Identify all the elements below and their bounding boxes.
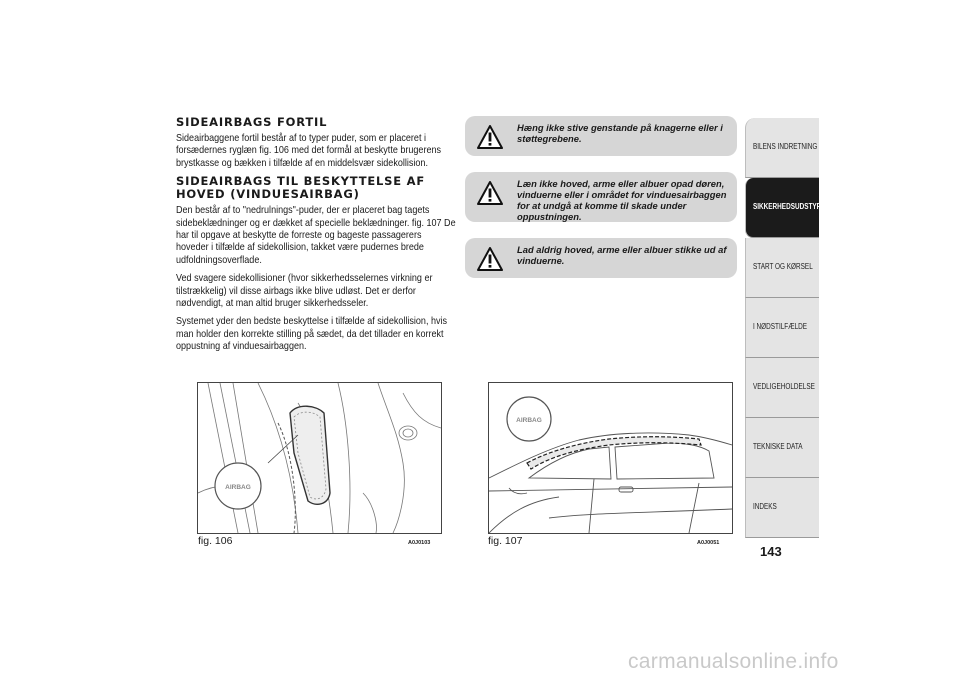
- figure-106-code: A0J0103: [408, 540, 431, 546]
- heading-front-side-airbags: SIDEAIRBAGS FORTIL: [176, 115, 328, 129]
- figure-107-caption: fig. 107: [488, 535, 523, 547]
- warning-triangle-icon: [477, 180, 503, 206]
- tab-vedligeholdelse[interactable]: VEDLIGEHOLDELSE: [745, 358, 819, 418]
- figure-107-airbag-label: AIRBAG: [516, 417, 542, 424]
- watermark-text: carmanualsonline.info: [628, 650, 839, 673]
- warning-text-2: Læn ikke hoved, arme eller albuer opad døren, vinduerne eller i området for vinduesairbaggen for at undgå at komme til skade under oppustningen.: [517, 178, 727, 222]
- chapter-tabs: [745, 118, 822, 538]
- paragraph-weak-collisions: Ved svagere sidekollisioner (hvor sikkerhedsselernes virkning er tilstrækkelig) vil disse airbags ikke blive udløst. Det er derfor nødvendigt, at man altid bruger sikkerhedsseler.: [176, 272, 433, 310]
- figure-107-code: A0J0051: [697, 540, 720, 546]
- figure-106-illustration: [197, 382, 442, 534]
- paragraph-best-protection: Systemet yder den bedste beskyttelse i tilfælde af sidekollision, hvis man holder den korrekte stilling på sædet, da det tillader en korrekt oppustning af vinduesairbaggen.: [176, 315, 448, 353]
- tab-sikkerhedsudstyr[interactable]: SIKKERHEDSUDSTYR: [745, 178, 819, 238]
- figure-106-caption: fig. 106: [198, 535, 233, 547]
- tab-bilens-indretning[interactable]: BILENS INDRETNING: [745, 118, 819, 178]
- warning-box-3: [465, 238, 737, 278]
- page-number: 143: [760, 544, 782, 559]
- left-column: [176, 116, 456, 359]
- tab-indeks[interactable]: INDEKS: [745, 478, 819, 538]
- figure-107-illustration: [488, 382, 733, 534]
- heading-window-airbags: SIDEAIRBAGS TIL BESKYTTELSE AF HOVED (VINDUESAIRBAG): [176, 174, 426, 202]
- tab-tekniske-data[interactable]: TEKNISKE DATA: [745, 418, 819, 478]
- figure-106-airbag-label: AIRBAG: [225, 484, 251, 491]
- window-airbag-drawing: [489, 383, 732, 533]
- paragraph-window-airbags: Den består af to "nedrulnings"-puder, der er placeret bag tagets sidebeklædninger og er dækket af specielle beklædninger. fig. 107 De har til opgave at beskytte de forreste og bageste passagerers hoveder i tilfælde af sidekollision, takket være pudernes brede udfoldningsoverflade.: [176, 204, 456, 266]
- warning-triangle-icon: [477, 246, 503, 272]
- tab-start-og-korsel[interactable]: START OG KØRSEL: [745, 238, 819, 298]
- warning-text-3: Lad aldrig hoved, arme eller albuer stikke ud af vinduerne.: [517, 244, 727, 266]
- warning-triangle-icon: [477, 124, 503, 150]
- seat-side-airbag-drawing: [198, 383, 441, 533]
- warning-box-2: [465, 172, 737, 222]
- warning-text-1: Hæng ikke stive genstande på knagerne eller i støttegrebene.: [517, 122, 723, 144]
- paragraph-front-side-airbags: Sideairbaggene fortil består af to typer puder, som er placeret i forsædernes ryglæn fig. 106 med det formål at beskytte brugerens brystkasse og bækken i tilfælde af en middelsvær sidekollision.: [176, 132, 442, 169]
- tab-i-nodstilfaelde[interactable]: I NØDSTILFÆLDE: [745, 298, 819, 358]
- warning-box-1: [465, 116, 737, 156]
